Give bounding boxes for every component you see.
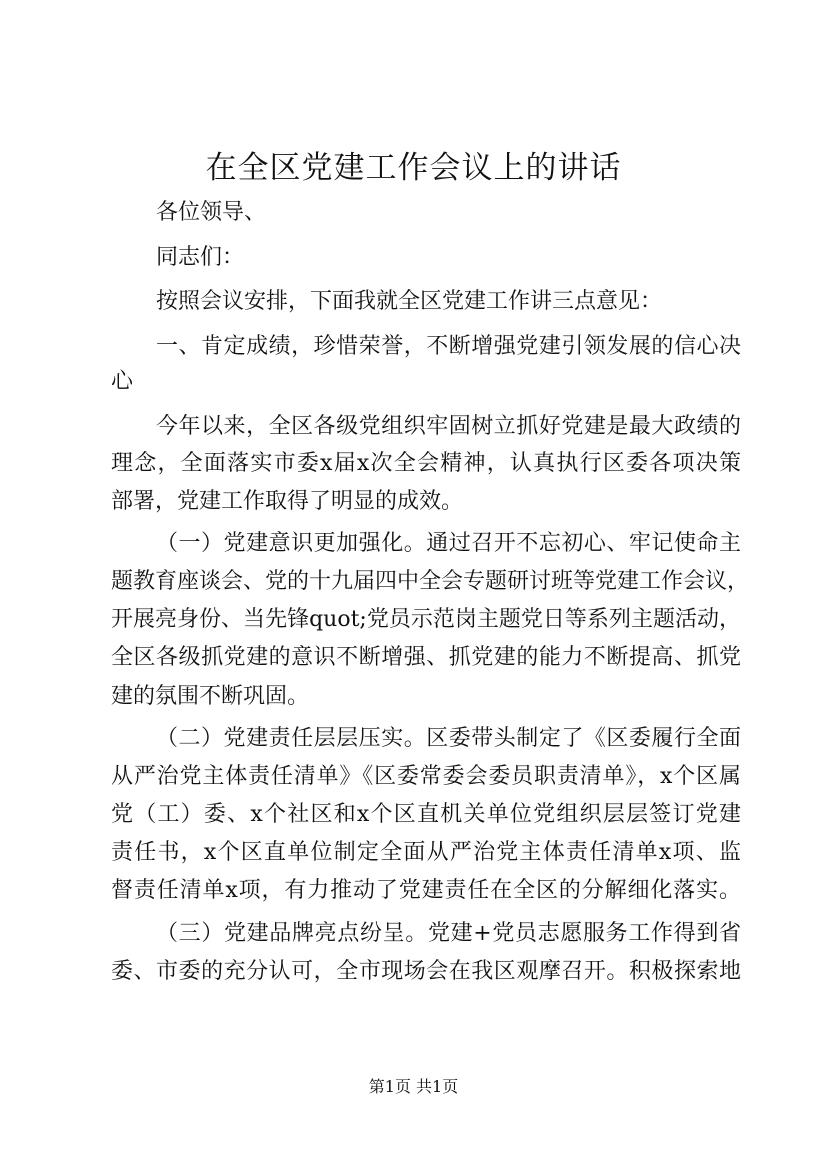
paragraph-line: 理念，全面落实市委x届x次全会精神，认真执行区委各项决策 (111, 451, 741, 476)
paragraph-line: 建的氛围不断巩固。 (111, 684, 310, 709)
document-title: 在全区党建工作会议上的讲话 (205, 150, 622, 186)
paragraph-line: 督责任清单x项，有力推动了党建责任在全区的分解细化落实。 (111, 878, 741, 903)
paragraph-line: （三）党建品牌亮点纷呈。党建+党员志愿服务工作得到省 (156, 921, 741, 946)
salutation-line-1: 各位领导、 (156, 200, 267, 225)
paragraph-line: 委、市委的充分认可，全市现场会在我区观摩召开。积极探索地 (111, 959, 741, 984)
paragraph-line: 全区各级抓党建的意识不断增强、抓党建的能力不断提高、抓党 (111, 645, 741, 670)
section-heading-line-1: 一、肯定成绩，珍惜荣誉，不断增强党建引领发展的信心决 (156, 334, 741, 359)
paragraph-line: （一）党建意识更加强化。通过召开不忘初心、牢记使命主 (156, 531, 741, 556)
paragraph-line: 开展亮身份、当先锋quot;党员示范岗主题党日等系列主题活动， (111, 607, 741, 632)
salutation-line-2: 同志们： (156, 245, 245, 270)
paragraph-line: 今年以来，全区各级党组织牢固树立抓好党建是最大政绩的 (156, 414, 741, 439)
intro-line: 按照会议安排，下面我就全区党建工作讲三点意见： (156, 289, 663, 314)
paragraph-line: 责任书，x个区直单位制定全面从严治党主体责任清单x项、监 (111, 840, 741, 865)
paragraph-line: 从严治党主体责任清单》《区委常委会委员职责清单》，x个区属 (111, 764, 741, 789)
page-number-footer: 第1页 共1页 (368, 1077, 459, 1096)
paragraph-line: 部署，党建工作取得了明显的成效。 (111, 489, 464, 514)
paragraph-line: 党（工）委、x个社区和x个区直机关单位党组织层层签订党建 (111, 802, 741, 827)
paragraph-line: （二）党建责任层层压实。区委带头制定了《区委履行全面 (156, 726, 741, 751)
section-heading-line-2: 心 (111, 369, 134, 394)
paragraph-line: 题教育座谈会、党的十九届四中全会专题研讨班等党建工作会议， (111, 569, 750, 594)
